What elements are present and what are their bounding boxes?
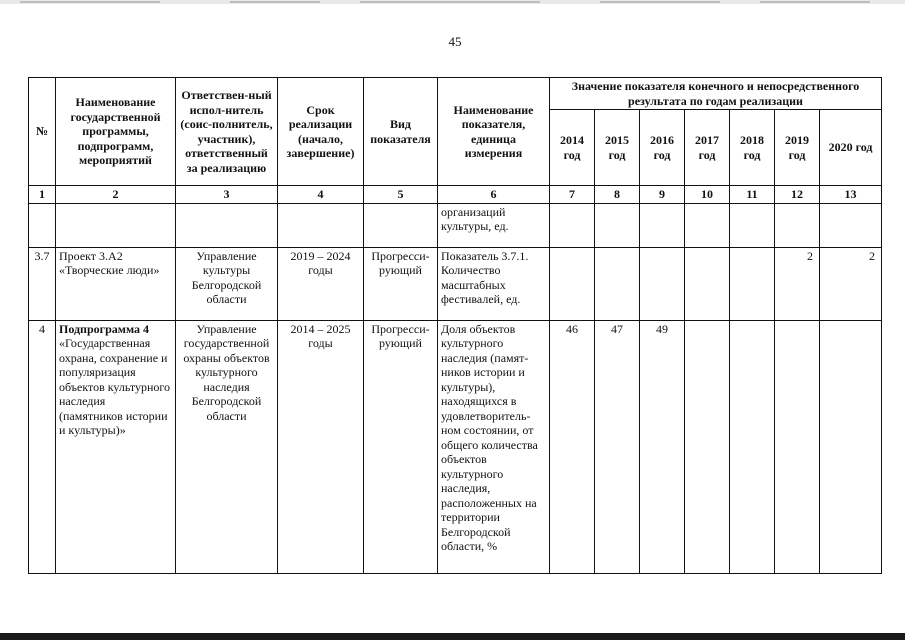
row-value <box>550 247 595 320</box>
table-row <box>29 247 882 320</box>
header-year: 2020 год <box>820 110 882 186</box>
row-no <box>29 203 56 247</box>
row-value <box>640 203 685 247</box>
row-indicator: Показатель 3.7.1. Количество масштабных фестивалей, ед. <box>438 247 550 320</box>
program-table <box>28 77 882 574</box>
header-year: 2015 год <box>595 110 640 186</box>
column-number: 1 <box>29 186 56 204</box>
column-number: 2 <box>56 186 176 204</box>
header-no: № <box>29 78 56 186</box>
subprogram-name: «Государственная охрана, сохранение и популяризация объектов культурного наследия (памятников истории и культуры)» <box>59 336 171 437</box>
row-value <box>595 203 640 247</box>
row-value <box>595 247 640 320</box>
row-no: 3.7 <box>29 247 56 320</box>
scan-bottom-edge <box>0 633 905 640</box>
row-value <box>775 203 820 247</box>
row-name: Проект 3.А2 «Творческие люди» <box>56 247 176 320</box>
row-value <box>775 320 820 574</box>
header-year: 2017 год <box>685 110 730 186</box>
row-period <box>278 203 364 247</box>
table-row <box>29 203 882 247</box>
header-indicator: Наименование показателя, единица измерения <box>438 78 550 186</box>
column-number: 13 <box>820 186 882 204</box>
row-value <box>730 247 775 320</box>
row-value <box>730 320 775 574</box>
row-value <box>730 203 775 247</box>
header-row-1 <box>29 78 882 110</box>
column-number: 8 <box>595 186 640 204</box>
header-name: Наименование государственной программы, подпрограмм, мероприятий <box>56 78 176 186</box>
row-value <box>685 320 730 574</box>
header-year: 2014 год <box>550 110 595 186</box>
row-responsible: Управление государственной охраны объектов культурного наследия Белгородской области <box>176 320 278 574</box>
header-values-title: Значение показателя конечного и непосредственного результата по годам реализации <box>550 78 882 110</box>
row-value: 46 <box>550 320 595 574</box>
row-period: 2014 – 2025 годы <box>278 320 364 574</box>
row-name <box>56 320 176 574</box>
header-kind: Вид показателя <box>364 78 438 186</box>
row-indicator: Доля объектов культурного наследия (памят-ников истории и культуры), находящихся в удовлетворитель-ном состоянии, от общего количества объектов культурного наследия, расположенных на территории Белгородской области, % <box>438 320 550 574</box>
column-number: 9 <box>640 186 685 204</box>
subprogram-title: Подпрограмма 4 <box>59 321 150 336</box>
table-row <box>29 320 882 574</box>
row-value: 2 <box>775 247 820 320</box>
column-number-row <box>29 186 882 204</box>
row-value <box>640 247 685 320</box>
column-number: 11 <box>730 186 775 204</box>
row-value: 47 <box>595 320 640 574</box>
header-year: 2019 год <box>775 110 820 186</box>
column-number: 7 <box>550 186 595 204</box>
row-indicator: организаций культуры, ед. <box>438 203 550 247</box>
column-number: 10 <box>685 186 730 204</box>
row-value <box>820 203 882 247</box>
header-period: Срок реализации (начало, завершение) <box>278 78 364 186</box>
scan-top-edge <box>0 0 905 4</box>
row-kind: Прогресси-рующий <box>364 247 438 320</box>
header-year: 2018 год <box>730 110 775 186</box>
header-year: 2016 год <box>640 110 685 186</box>
row-period: 2019 – 2024 годы <box>278 247 364 320</box>
column-number: 5 <box>364 186 438 204</box>
page-number: 45 <box>448 34 462 49</box>
row-kind: Прогресси-рующий <box>364 320 438 574</box>
column-number: 3 <box>176 186 278 204</box>
row-value: 2 <box>820 247 882 320</box>
row-value <box>820 320 882 574</box>
column-number: 4 <box>278 186 364 204</box>
header-responsible: Ответствен-ный испол-нитель (соис-полнитель, участник), ответственный за реализацию <box>176 78 278 186</box>
row-value <box>685 247 730 320</box>
row-kind <box>364 203 438 247</box>
column-number: 12 <box>775 186 820 204</box>
row-value <box>550 203 595 247</box>
row-name <box>56 203 176 247</box>
row-value: 49 <box>640 320 685 574</box>
row-responsible <box>176 203 278 247</box>
row-no: 4 <box>29 320 56 574</box>
column-number: 6 <box>438 186 550 204</box>
row-value <box>685 203 730 247</box>
row-responsible: Управление культуры Белгородской области <box>176 247 278 320</box>
